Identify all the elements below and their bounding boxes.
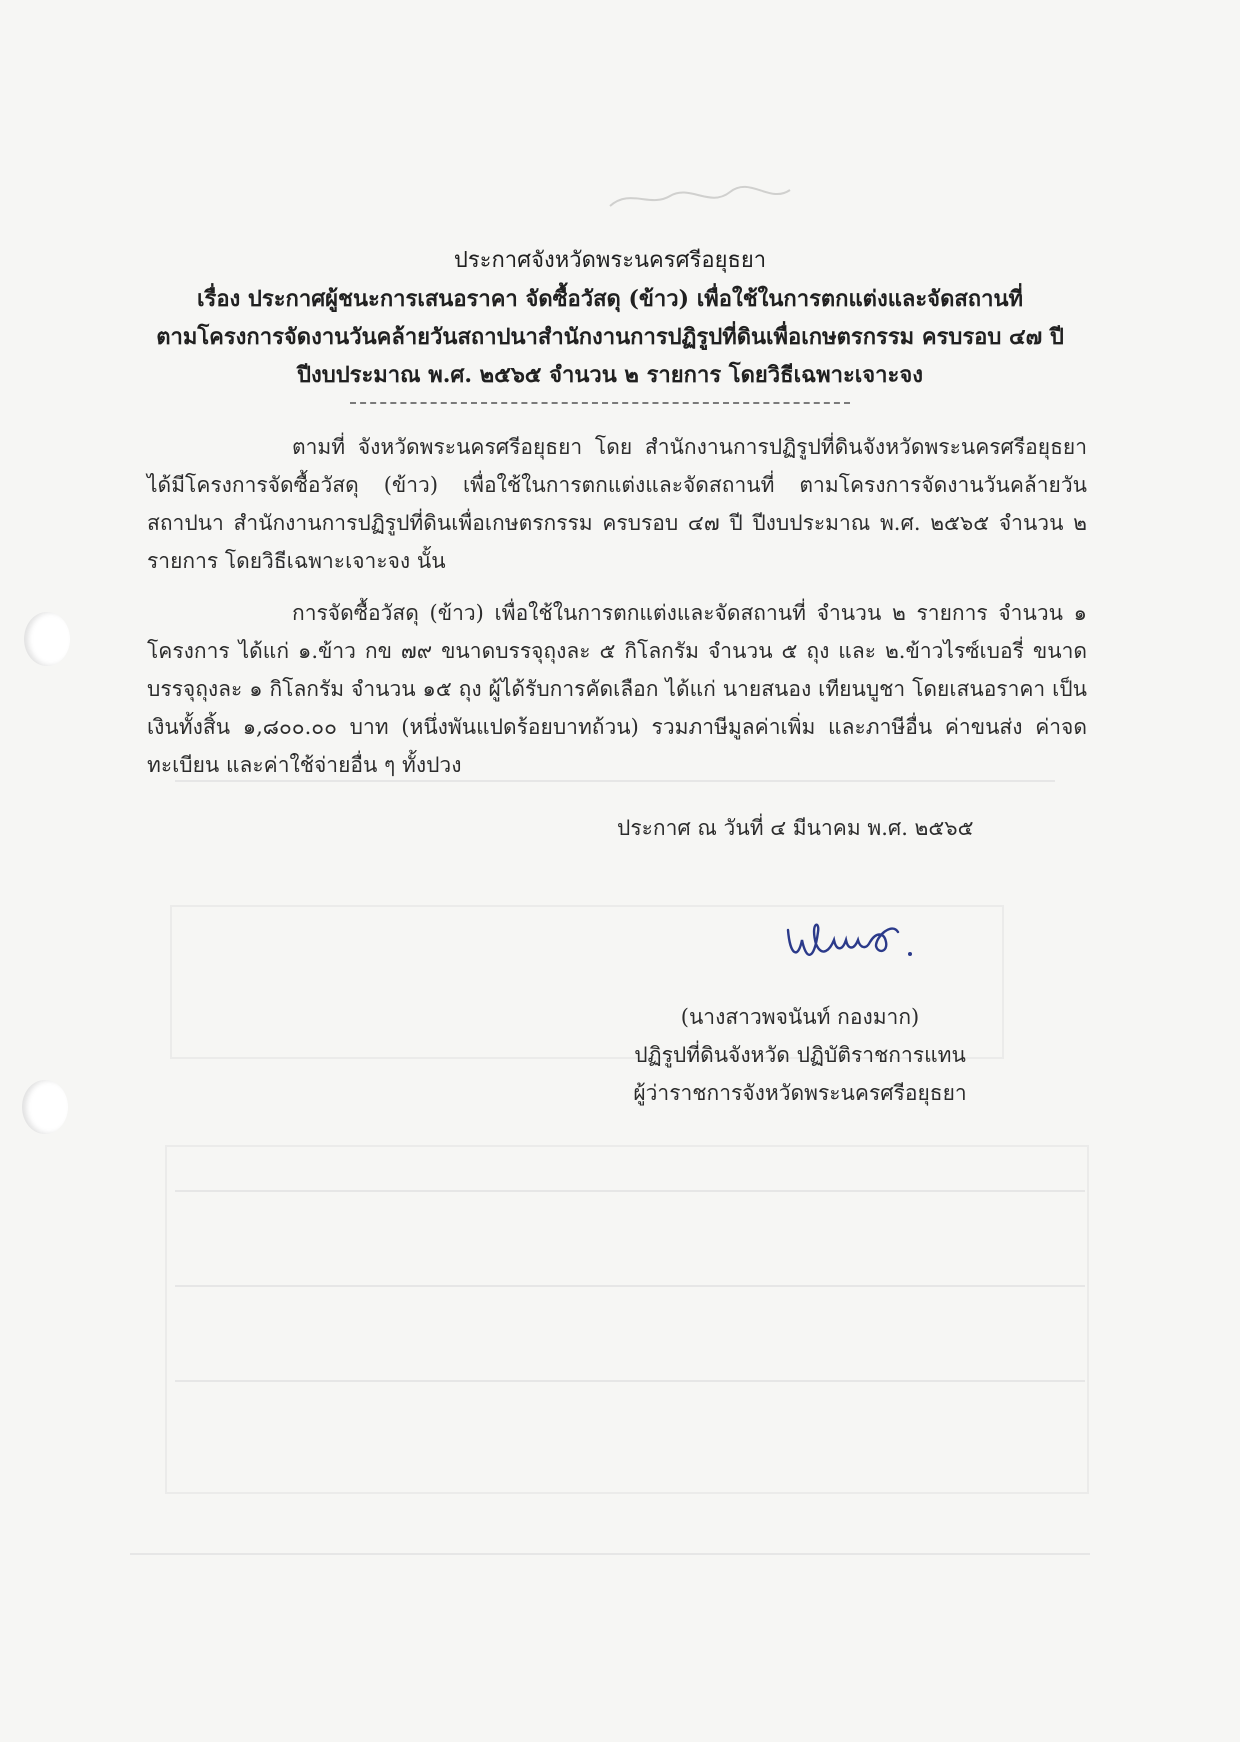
header-divider [350, 402, 850, 404]
bleed-through-line [175, 1285, 1085, 1287]
bleed-through-line [175, 1190, 1085, 1192]
header-budget-year: ปีงบประมาณ พ.ศ. ๒๕๖๕ จำนวน ๒ รายการ โดยวิธีเฉพาะเจาะจง [297, 362, 923, 388]
punch-hole-top [24, 612, 70, 666]
document-header [130, 242, 1090, 394]
punch-hole-bottom [22, 1080, 68, 1134]
signer-name: (นางสาวพจนันท์ กองมาก) [680, 1005, 920, 1029]
body-paragraph-1: ตามที่ จังหวัดพระนครศรีอยุธยา โดย สำนักงานการปฏิรูปที่ดินจังหวัดพระนครศรีอยุธยา ได้มีโครงการจัดซื้อวัสดุ (ข้าว) เพื่อใช้ในการตกแต่งและจัดสถานที่ ตามโครงการจัดงานวันคล้ายวันสถาปนา สำนักงานการปฏิรูปที่ดินเพื่อเกษตรกรรม ครบรอบ ๔๗ ปี ปีงบประมาณ พ.ศ. ๒๕๖๕ จำนวน ๒ รายการ โดยวิธีเฉพาะเจาะจง นั้น [147, 435, 1087, 573]
bleed-through-line [130, 1553, 1090, 1555]
body-paragraph-2: การจัดซื้อวัสดุ (ข้าว) เพื่อใช้ในการตกแต่งและจัดสถานที่ จำนวน ๒ รายการ จำนวน ๑ โครงการ ได้แก่ ๑.ข้าว กข ๗๙ ขนาดบรรจุถุงละ ๕ กิโลกรัม จำนวน ๕ ถุง และ ๒.ข้าวไรซ์เบอรี่ ขนาดบรรจุถุงละ ๑ กิโลกรัม จำนวน ๑๕ ถุง ผู้ได้รับการคัดเลือก ได้แก่ นายสนอง เทียนบูชา โดยเสนอราคา เป็นเงินทั้งสิ้น ๑,๘๐๐.๐๐ บาท (หนึ่งพันแปดร้อยบาทถ้วน) รวมภาษีมูลค่าเพิ่ม และภาษีอื่น ค่าขนส่ง ค่าจดทะเบียน และค่าใช้จ่ายอื่น ๆ ทั้งปวง [147, 601, 1087, 777]
faint-stamp-mark [600, 178, 800, 218]
signer-position-2: ผู้ว่าราชการจังหวัดพระนครศรีอยุธยา [633, 1081, 967, 1105]
handwritten-signature [780, 910, 920, 970]
header-project: ตามโครงการจัดงานวันคล้ายวันสถาปนาสำนักงานการปฏิรูปที่ดินเพื่อเกษตรกรรม ครบรอบ ๔๗ ปี [156, 324, 1064, 350]
announcement-date: ประกาศ ณ วันที่ ๔ มีนาคม พ.ศ. ๒๕๖๕ [617, 816, 974, 840]
bleed-through-line [175, 1380, 1085, 1382]
document-body [147, 428, 1087, 798]
bleed-through-table [165, 1145, 1089, 1494]
header-title: ประกาศจังหวัดพระนครศรีอยุธยา [453, 248, 767, 273]
header-subject: เรื่อง ประกาศผู้ชนะการเสนอราคา จัดซื้อวัสดุ (ข้าว) เพื่อใช้ในการตกแต่งและจัดสถานที่ [196, 286, 1024, 312]
signer-position-1: ปฏิรูปที่ดินจังหวัด ปฏิบัติราชการแทน [634, 1043, 966, 1067]
